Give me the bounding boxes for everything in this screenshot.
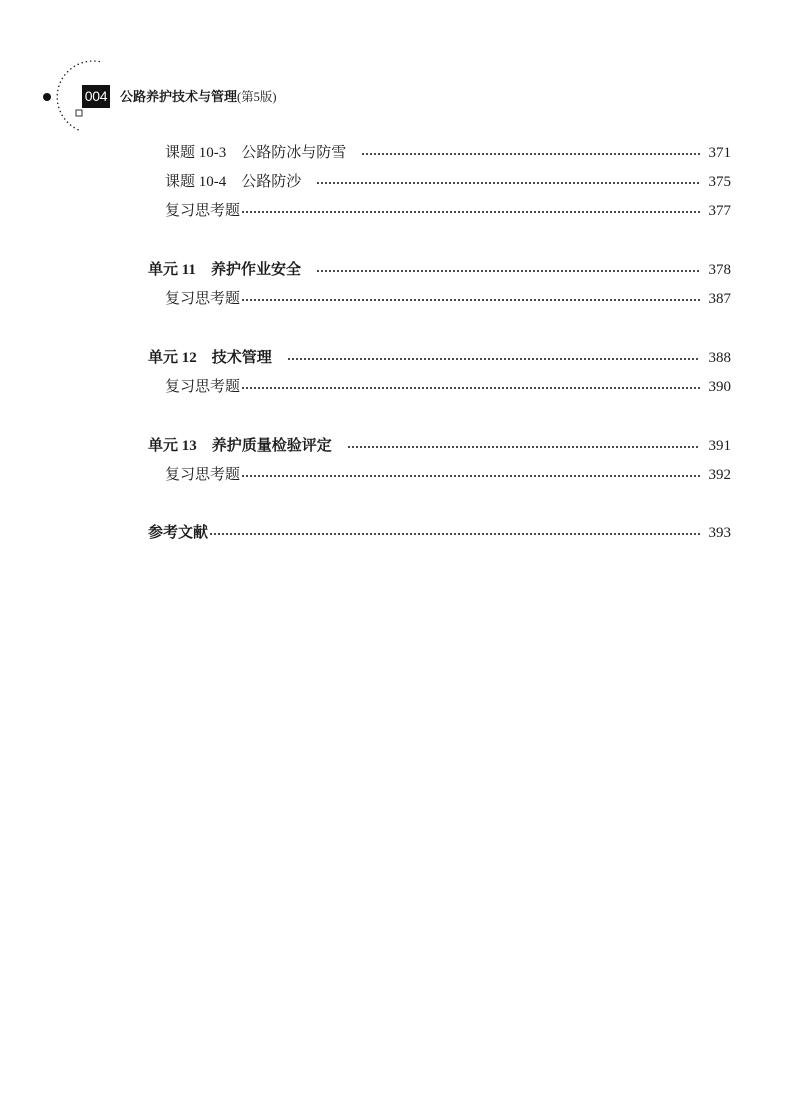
toc-entry-code: 课题 10-4	[165, 174, 227, 190]
toc-entry-page: 377	[708, 203, 731, 219]
dot-leader	[209, 532, 699, 536]
toc-entry-title: 复习思考题	[165, 291, 241, 307]
toc-entry-page: 393	[708, 525, 731, 541]
running-header-title	[120, 88, 277, 106]
toc-entry-page: 378	[708, 262, 731, 278]
book-title: 公路养护技术与管理	[120, 89, 238, 104]
toc-entry-title: 复习思考题	[165, 379, 241, 395]
toc-entry-page: 371	[708, 145, 731, 161]
toc-entry	[165, 143, 731, 163]
toc-entry-title: 养护作业安全	[210, 262, 301, 278]
book-edition: (第5版)	[237, 90, 277, 104]
dot-leader	[347, 445, 700, 449]
toc-entry-page: 388	[708, 350, 731, 366]
toc-entry	[165, 172, 731, 192]
dot-leader	[241, 474, 699, 478]
toc-entry-code: 单元 11	[148, 262, 196, 278]
toc-entry-title: 参考文献	[148, 525, 209, 541]
toc-entry	[165, 465, 731, 485]
toc-entry-code: 单元 12	[148, 350, 197, 366]
toc-entry-page: 387	[708, 291, 731, 307]
toc-entry-title: 养护质量检验评定	[211, 438, 332, 454]
toc-entry-title: 公路防沙	[241, 174, 302, 190]
dot-leader	[241, 386, 699, 390]
page-number: 004	[82, 85, 110, 108]
bullet-dot-icon	[43, 93, 51, 101]
dot-leader	[316, 269, 700, 273]
toc-entry-page: 390	[708, 379, 731, 395]
toc-unit-entry	[148, 436, 731, 456]
toc-entry-title: 公路防冰与防雪	[241, 145, 347, 161]
toc-entry-title: 技术管理	[211, 350, 272, 366]
dot-leader	[287, 357, 700, 361]
header-decoration	[0, 0, 150, 150]
toc-unit-entry	[148, 348, 731, 368]
toc-entry-title: 复习思考题	[165, 203, 241, 219]
toc-unit-entry	[148, 260, 731, 280]
dot-leader	[241, 210, 699, 214]
dot-leader	[241, 298, 699, 302]
dot-leader	[316, 181, 699, 185]
toc-entry	[165, 289, 731, 309]
toc-unit-entry	[148, 523, 731, 543]
toc-entry	[165, 377, 731, 397]
small-square-icon	[76, 110, 82, 116]
toc-entry-code: 单元 13	[148, 438, 197, 454]
dot-leader	[361, 152, 699, 156]
toc-entry-page: 375	[708, 174, 731, 190]
toc-entry-code: 课题 10-3	[165, 145, 227, 161]
toc-entry-page: 391	[708, 438, 731, 454]
toc-entry	[165, 201, 731, 221]
toc-entry-page: 392	[708, 467, 731, 483]
toc-entry-title: 复习思考题	[165, 467, 241, 483]
